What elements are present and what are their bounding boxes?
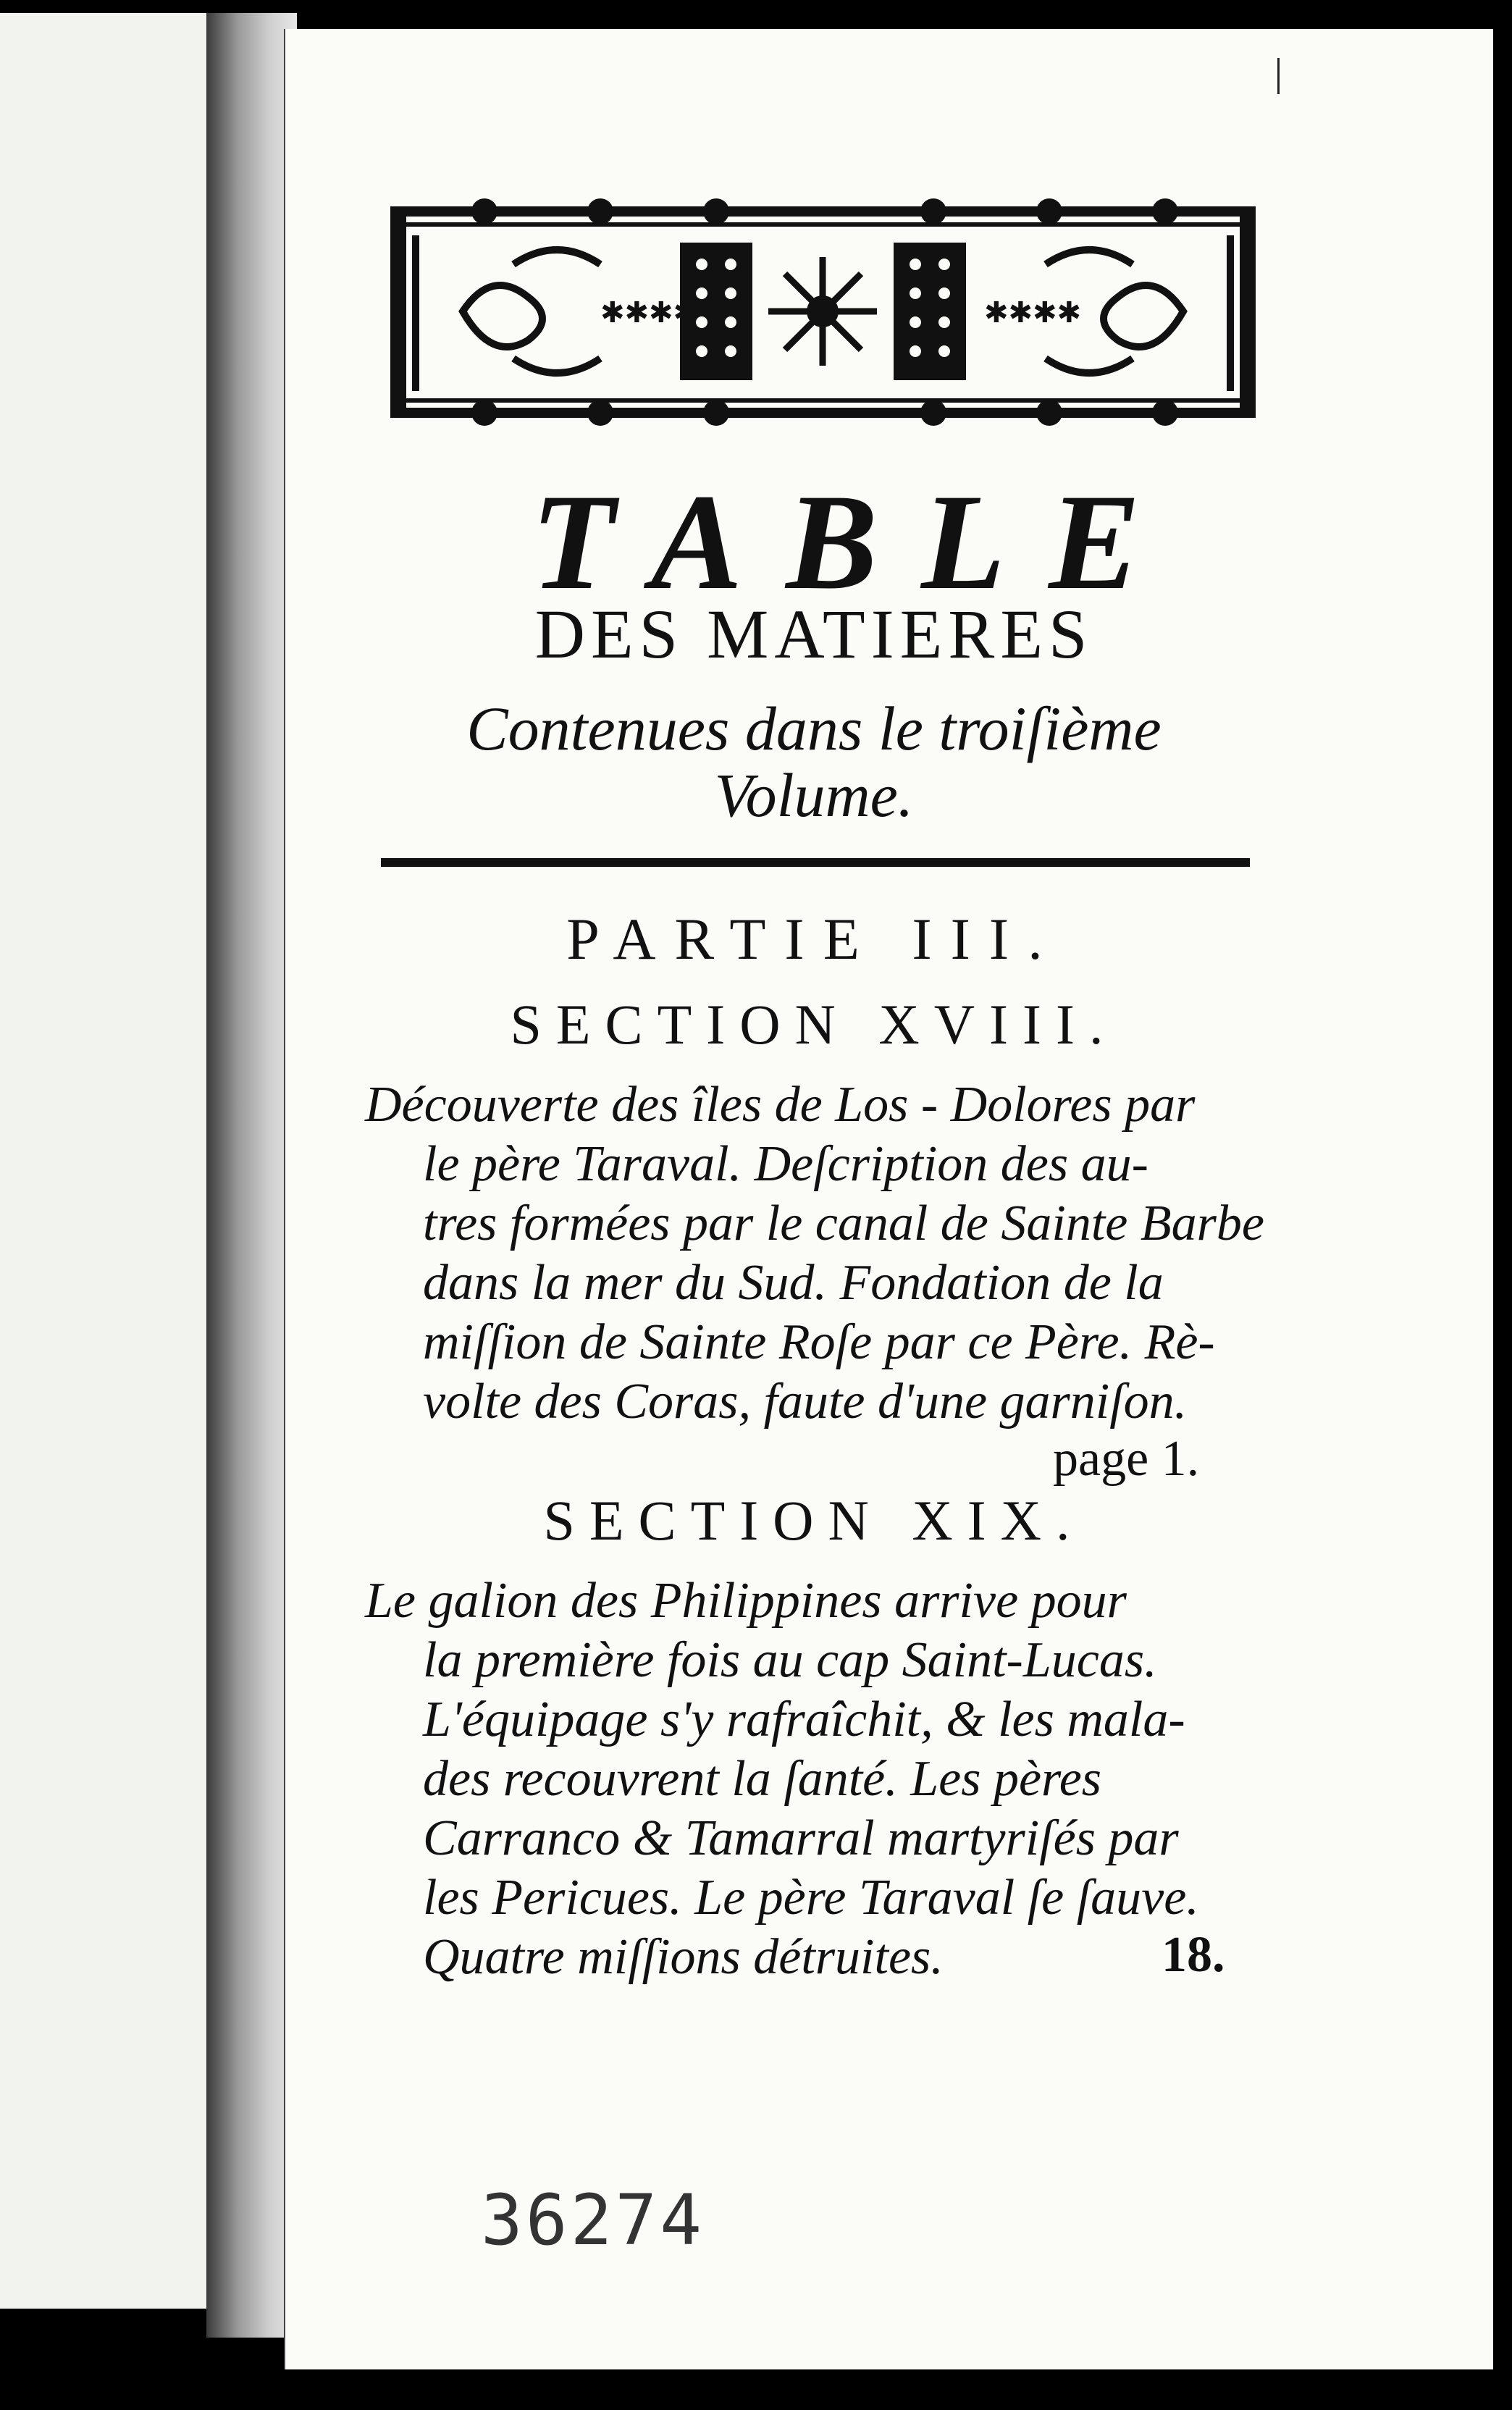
section-summary [365,1571,1256,1987]
previous-page-edge [0,13,209,2309]
page-reference: page 1. [1053,1431,1200,1487]
library-stamp-number: 36274 [481,2180,705,2261]
title-des-matieres: DES MATIERES [534,595,1093,673]
summary-line: le père Taraval. Deſcription des au- [423,1136,1148,1192]
summary-line: miſſion de Sainte Roſe par ce Père. Rè- [423,1314,1215,1370]
summary-line: Découverte des îles de Los - Dolores par [365,1077,1196,1133]
section-heading: SECTION XIX. [543,1489,1085,1552]
summary-line: L'équipage s'y rafraîchit, & les mala- [423,1692,1185,1747]
summary-line: dans la mer du Sud. Fondation de la [423,1255,1164,1311]
summary-line: volte des Coras, faute d'une garniſon. [423,1374,1188,1429]
section-heading: SECTION XVIII. [510,993,1118,1056]
summary-line: Quatre miſſions détruites. [423,1929,944,1985]
summary-line: Carranco & Tamarral martyriſés par [423,1810,1179,1866]
summary-line: Le galion des Philippines arrive pour [365,1573,1127,1629]
subtitle [285,695,1343,828]
title-table: TABLE [531,466,1184,618]
summary-line: les Pericues. Le père Taraval ſe ſauve. [423,1870,1199,1926]
summary-line: des recouvrent la ſanté. Les pères [423,1751,1102,1807]
ornament-header-icon [383,177,1263,449]
page-mark [1277,58,1280,94]
subtitle-line1: Contenues dans le troiſième [466,694,1162,763]
partie-heading: PARTIE III. [566,906,1062,972]
divider-rule [381,858,1250,867]
svg-text:✱✱✱✱: ✱✱✱✱ [600,296,698,329]
svg-text:✱✱✱✱: ✱✱✱✱ [984,296,1082,329]
page-reference: 18. [1162,1927,1225,1983]
section-summary [365,1075,1264,1432]
book-page [284,29,1493,2369]
summary-line: tres formées par le canal de Sainte Barbe [423,1196,1264,1251]
summary-line: la première fois au cap Saint-Lucas. [423,1632,1157,1688]
subtitle-line2: Volume. [714,760,914,830]
